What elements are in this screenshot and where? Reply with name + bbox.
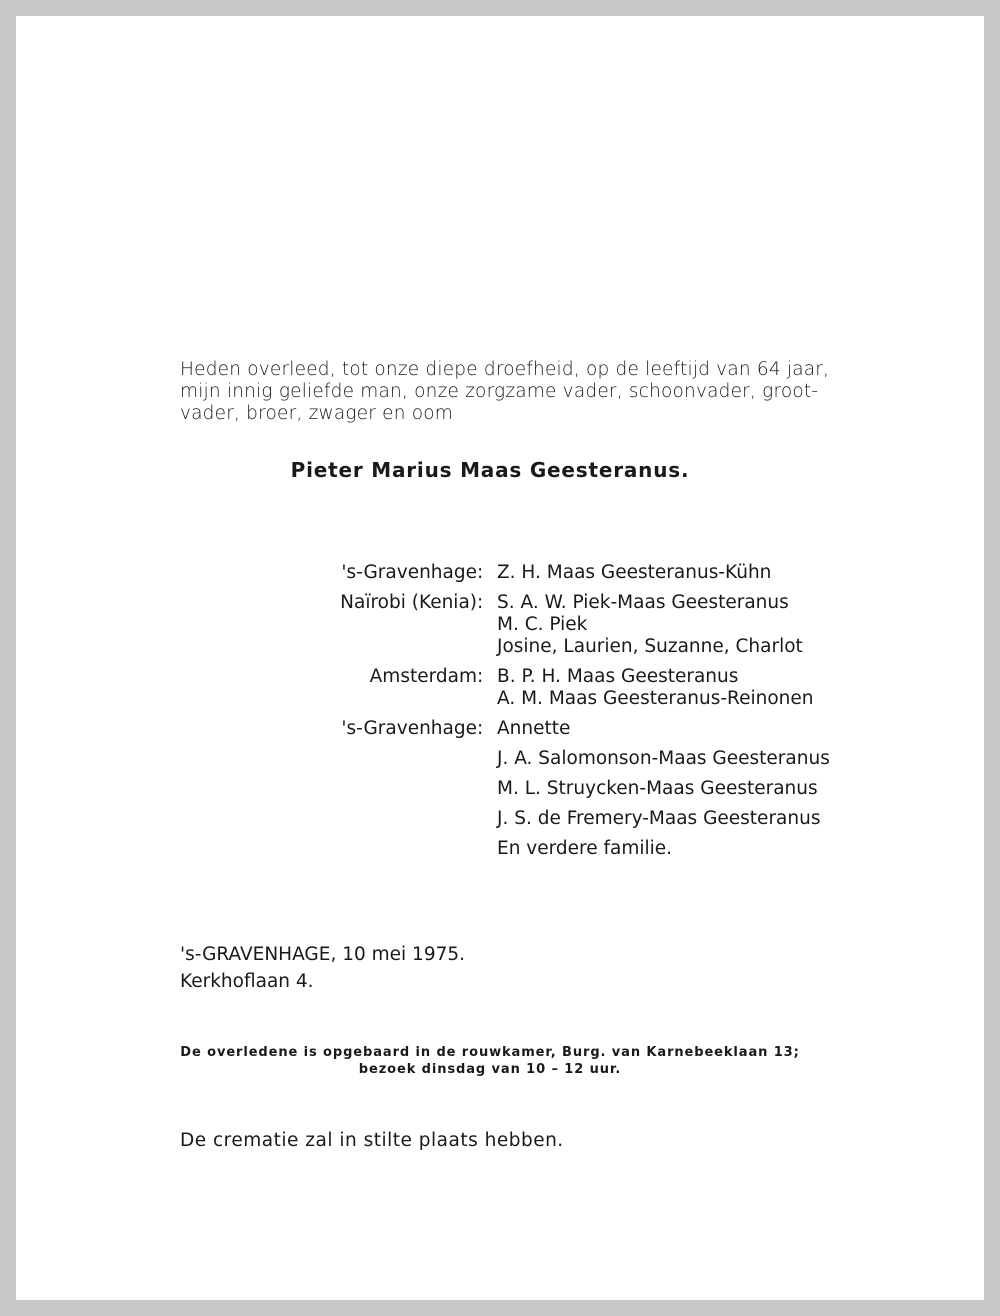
family-names — [497, 718, 830, 860]
deceased-name: Pieter Marius Maas Geesteranus. — [290, 458, 690, 482]
separator: : — [477, 592, 484, 613]
family-name: M. C. Piek — [497, 614, 588, 635]
family-name: S. A. W. Piek-Maas Geesteranus — [497, 592, 789, 613]
intro-line: vader, broer, zwager en oom — [180, 403, 453, 424]
intro-line: mijn innig geliefde man, onze zorgzame vader, schoonvader, groot- — [180, 381, 819, 402]
family-place: 's-Gravenhage — [341, 718, 477, 739]
dateline — [180, 941, 465, 995]
family-name: Annette — [497, 718, 571, 739]
place-date: 's-GRAVENHAGE, 10 mei 1975. — [180, 944, 466, 965]
family-list — [0, 562, 1000, 860]
separator: : — [477, 562, 484, 583]
family-entry — [0, 592, 1000, 658]
family-name: B. P. H. Maas Geesteranus — [497, 666, 739, 687]
intro-line: Heden overleed, tot onze diepe droefheid, op de leeftijd van 64 jaar, — [180, 359, 830, 380]
family-name: J. S. de Fremery-Maas Geesteranus — [497, 808, 821, 829]
family-name: Josine, Laurien, Suzanne, Charlot — [497, 636, 803, 657]
family-place: 's-Gravenhage — [341, 562, 477, 583]
family-entry — [0, 666, 1000, 710]
address: Kerkhoflaan 4. — [180, 971, 314, 992]
notice-line: bezoek dinsdag van 10 – 12 uur. — [358, 1062, 622, 1077]
separator: : — [477, 666, 484, 687]
family-place: Naïrobi (Kenia) — [340, 592, 477, 613]
intro-paragraph — [180, 359, 830, 425]
family-name: A. M. Maas Geesteranus-Reinonen — [497, 688, 814, 709]
notice-line: De overledene is opgebaard in de rouwkamer, Burg. van Karnebeeklaan 13; — [180, 1045, 800, 1060]
family-name: M. L. Struycken-Maas Geesteranus — [497, 778, 818, 799]
family-entry — [0, 718, 1000, 860]
family-names — [497, 562, 771, 584]
family-name: J. A. Salomonson-Maas Geesteranus — [497, 748, 830, 769]
family-name: Z. H. Maas Geesteranus-Kühn — [497, 562, 772, 583]
family-closing: En verdere familie. — [497, 838, 673, 859]
family-names — [497, 592, 803, 658]
separator: : — [477, 718, 484, 739]
family-entry — [0, 562, 1000, 584]
family-place: Amsterdam — [369, 666, 477, 687]
cremation-note: De crematie zal in stilte plaats hebben. — [180, 1130, 564, 1151]
viewing-notice — [0, 1044, 980, 1078]
family-names — [497, 666, 813, 710]
